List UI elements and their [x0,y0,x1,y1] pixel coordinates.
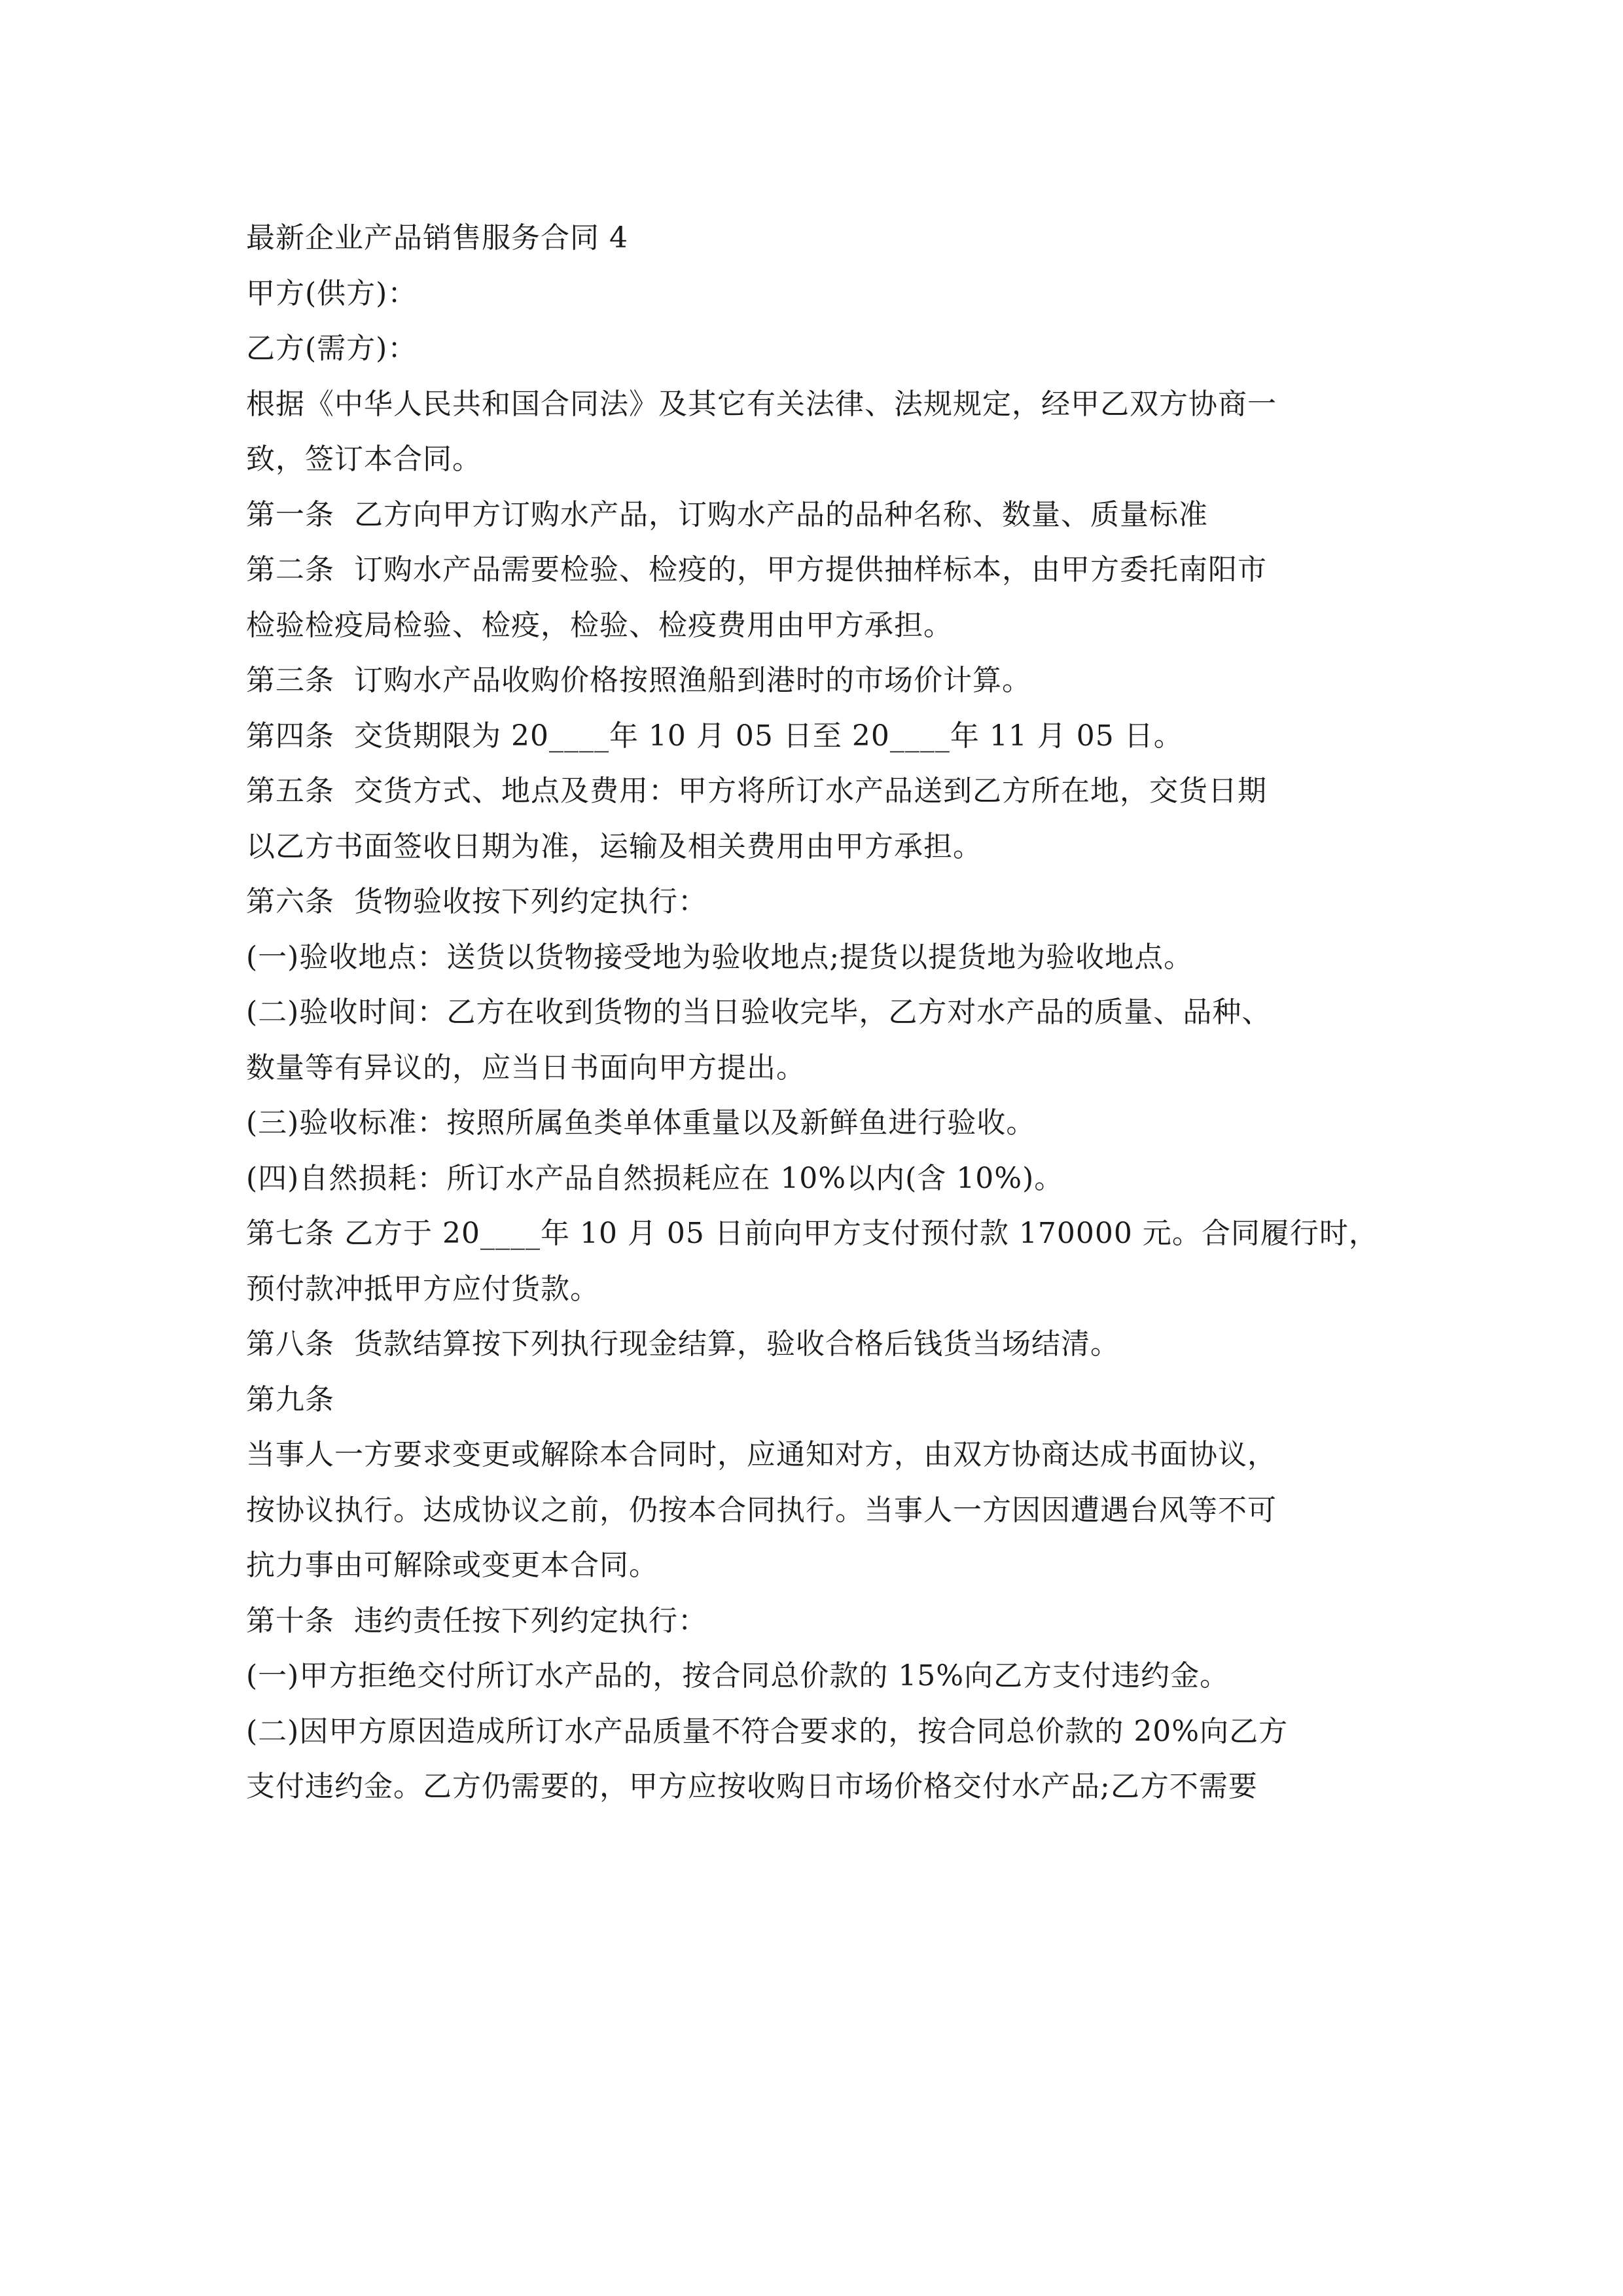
article-6-clause-line: (一)验收地点：送货以货物接受地为验收地点;提货以提货地为验收地点。 [246,940,1194,974]
article-5-line: 第五条 交货方式、地点及费用：甲方将所订水产品送到乙方所在地，交货日期 [246,774,1267,808]
article-2-line: 检验检疫局检验、检疫，检验、检疫费用由甲方承担。 [246,608,953,642]
party-b-line: 乙方(需方)： [246,332,418,365]
article-10-line: 第十条 违约责任按下列约定执行： [246,1604,707,1638]
article-5-line: 以乙方书面签收日期为准，运输及相关费用由甲方承担。 [246,829,982,863]
preamble-line: 根据《中华人民共和国合同法》及其它有关法律、法规规定，经甲乙双方协商一 [246,387,1277,421]
article-6-clause-line: (三)验收标准：按照所属鱼类单体重量以及新鲜鱼进行验收。 [246,1106,1036,1139]
article-6-clause-line: (四)自然损耗：所订水产品自然损耗应在 10%以内(含 10%)。 [246,1161,1064,1195]
article-2-line: 第二条 订购水产品需要检验、检疫的，甲方提供抽样标本，由甲方委托南阳市 [246,553,1267,586]
article-10-clause-line: 支付违约金。乙方仍需要的，甲方应按收购日市场价格交付水产品;乙方不需要 [246,1770,1258,1803]
contract-body [246,211,1385,1815]
article-6-clause-line: (二)验收时间：乙方在收到货物的当日验收完毕，乙方对水产品的质量、品种、 [246,996,1272,1029]
article-3-line: 第三条 订购水产品收购价格按照渔船到港时的市场价计算。 [246,664,1031,697]
document-title: 最新企业产品销售服务合同 4 [246,221,628,255]
article-7-line: 第七条 乙方于 20____年 10 月 05 日前向甲方支付预付款 170000 元。合同履行时， [246,1217,1378,1250]
article-9-line: 抗力事由可解除或变更本合同。 [246,1549,658,1582]
article-7-line: 预付款冲抵甲方应付货款。 [246,1272,599,1306]
article-8-line: 第八条 货款结算按下列执行现金结算，验收合格后钱货当场结清。 [246,1327,1120,1361]
article-10-clause-line: (一)甲方拒绝交付所订水产品的，按合同总价款的 15%向乙方支付违约金。 [246,1659,1230,1693]
article-6-line: 第六条 货物验收按下列约定执行： [246,885,707,918]
preamble-line: 致，签订本合同。 [246,442,482,476]
article-1-line: 第一条 乙方向甲方订购水产品，订购水产品的品种名称、数量、质量标准 [246,497,1208,531]
article-9-line: 按协议执行。达成协议之前，仍按本合同执行。当事人一方因因遭遇台风等不可 [246,1493,1277,1527]
article-9-heading: 第九条 [246,1382,334,1416]
party-a-line: 甲方(供方)： [246,276,418,310]
article-9-line: 当事人一方要求变更或解除本合同时，应通知对方，由双方协商达成书面协议， [246,1438,1277,1471]
article-10-clause-line: (二)因甲方原因造成所订水产品质量不符合要求的，按合同总价款的 20%向乙方 [246,1714,1289,1748]
article-4-line: 第四条 交货期限为 20____年 10 月 05 日至 20____年 11 月 05 日。 [246,719,1183,753]
article-6-clause-line: 数量等有异议的，应当日书面向甲方提出。 [246,1050,806,1085]
